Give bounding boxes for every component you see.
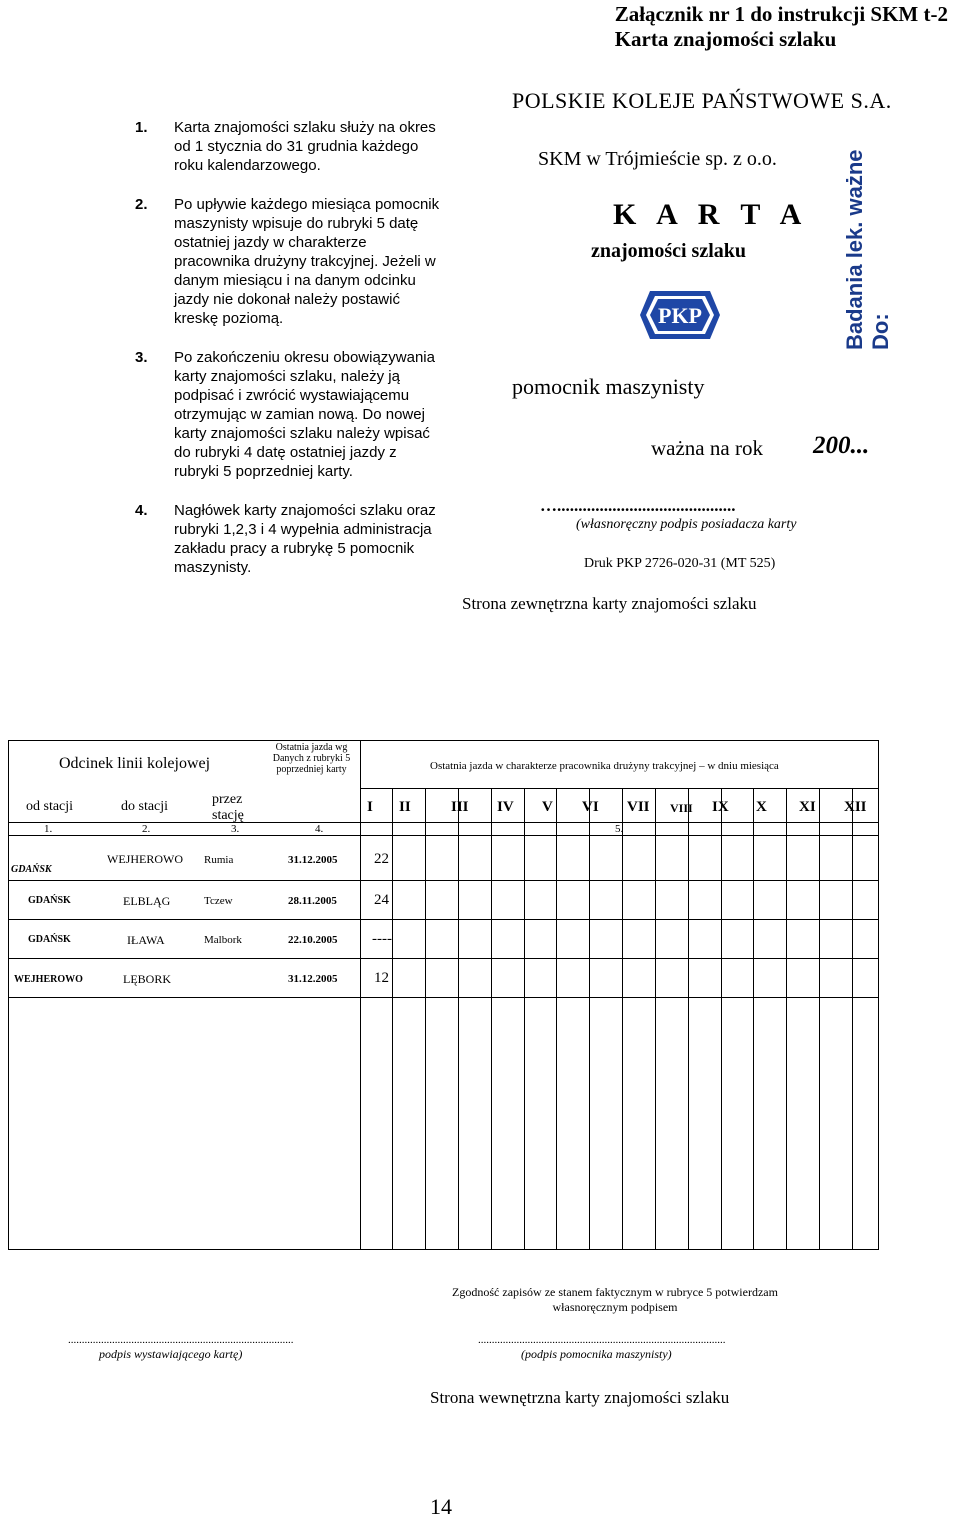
form-number: Druk PKP 2726-020-31 (MT 525) <box>584 556 776 571</box>
month-header: V <box>542 799 553 815</box>
confirmation-text: Zgodność zapisów ze stanem faktycznym w rubryce 5 potwierdzam własnoręcznym podpisem <box>452 1285 778 1314</box>
instruction-text: Karta znajomości szlaku służy na okres od 1 stycznia do 31 grudnia każdego roku kalendarzowego. <box>174 119 436 174</box>
month-header: III <box>451 799 469 815</box>
month-header: X <box>756 799 767 815</box>
row-month-value: 22 <box>374 851 389 867</box>
page-number: 14 <box>430 1494 452 1519</box>
column-number: 5. <box>615 823 624 835</box>
row-to-station: IŁAWA <box>127 933 165 947</box>
column-number: 2. <box>142 823 151 835</box>
attachment-header <box>615 2 948 52</box>
company-name: POLSKIE KOLEJE PAŃSTWOWE S.A. <box>512 88 892 113</box>
row-from-station: GDAŃSK <box>28 934 71 945</box>
row-month-value: 12 <box>374 970 389 986</box>
instruction-number: 2. <box>135 196 148 213</box>
card-title: K A R T A <box>613 198 809 231</box>
valid-year: 200... <box>813 432 870 459</box>
instruction-item <box>135 348 440 481</box>
month-header: XII <box>844 799 867 815</box>
role-label: pomocnik maszynisty <box>512 374 705 399</box>
issuer-signature-caption: podpis wystawiającego kartę) <box>99 1347 243 1361</box>
month-header: XI <box>799 799 816 815</box>
month-header: IV <box>497 799 514 815</box>
medical-exam-note <box>842 149 894 350</box>
month-header: VIII <box>670 801 693 815</box>
header-section: Odcinek linii kolejowej <box>59 755 211 772</box>
row-from-station: GDAŃSK <box>11 864 52 875</box>
header-via-station: przez stację <box>212 792 244 823</box>
row-from-station: WEJHEROWO <box>14 974 83 985</box>
valid-label: ważna na rok <box>651 436 763 460</box>
pkp-logo-text: PKP <box>658 303 702 328</box>
month-header: VII <box>627 799 650 815</box>
row-last-date: 31.12.2005 <box>288 973 338 985</box>
card-subtitle: znajomości szlaku <box>591 240 746 262</box>
row-via-station: Malbork <box>204 934 242 946</box>
row-via-station: Tczew <box>204 895 233 907</box>
subcompany-name: SKM w Trójmieście sp. z o.o. <box>538 148 777 170</box>
instruction-item <box>135 501 440 577</box>
holder-signature-line: ….......................................... <box>540 496 736 515</box>
instruction-number: 4. <box>135 502 148 519</box>
outer-page-caption: Strona zewnętrzna karty znajomości szlaku <box>462 594 757 613</box>
instruction-text: Nagłówek karty znajomości szlaku oraz rubryki 1,2,3 i 4 wypełnia administracja zakładu pracy a rubrykę 5 pomocnik maszynisty. <box>174 502 436 576</box>
header-last-run-month: Ostatnia jazda w charakterze pracownika drużyny trakcyjnej – w dniu miesiąca <box>430 760 779 772</box>
instruction-text: Po upływie każdego miesiąca pomocnik maszynisty wpisuje do rubryki 5 datę ostatniej jazdy w charakterze pracownika drużyny trakcyjnej. Jeżeli w danym miesiącu i na danym odcinku jazdy nie dokonał należy postawić kreskę poziomą. <box>174 196 440 327</box>
holder-signature-caption: (własnoręczny podpis posiadacza karty <box>576 517 797 532</box>
instruction-number: 3. <box>135 349 148 366</box>
month-header: I <box>367 799 373 815</box>
row-from-station: GDAŃSK <box>28 895 71 906</box>
row-to-station: ELBLĄG <box>123 894 171 908</box>
header-from-station: od stacji <box>26 799 74 814</box>
instruction-number: 1. <box>135 119 148 136</box>
route-table <box>8 740 879 1250</box>
row-to-station: LĘBORK <box>123 972 171 986</box>
column-number: 1. <box>44 823 53 835</box>
instruction-item <box>135 195 440 328</box>
row-last-date: 31.12.2005 <box>288 854 338 866</box>
pkp-logo <box>636 287 724 348</box>
attachment-subtitle: Karta znajomości szlaku <box>614 27 837 51</box>
instructions-list <box>135 118 440 597</box>
medical-exam-label: Badania lek. ważne <box>842 149 867 350</box>
row-last-date: 28.11.2005 <box>288 895 337 907</box>
instruction-text: Po zakończeniu okresu obowiązywania karty znajomości szlaku, należy ją podpisać i zwrócić wystawiającemu otrzymując w zamian nową. Do nowej karty znajomości szlaku należy wpisać do rubryki 4 datę ostatniej jazdy z rubryki 5 poprzedniej karty. <box>174 349 435 480</box>
month-header: VI <box>582 799 599 815</box>
assistant-signature-caption: (podpis pomocnika maszynisty) <box>521 1347 672 1361</box>
row-via-station: Rumia <box>204 854 234 866</box>
row-month-value: 24 <box>374 892 389 908</box>
column-number: 3. <box>231 823 240 835</box>
row-last-date: 22.10.2005 <box>288 934 338 946</box>
header-last-run-prev: Ostatnia jazda wg Danych z rubryki 5 poprzedniej karty <box>272 742 351 775</box>
header-to-station: do stacji <box>121 799 169 814</box>
inner-page-caption: Strona wewnętrzna karty znajomości szlaku <box>430 1388 730 1407</box>
assistant-signature-line: .......................................................................................... <box>478 1334 726 1346</box>
month-header: IX <box>712 799 729 815</box>
attachment-title: Załącznik nr 1 do instrukcji SKM t-2 <box>614 2 948 26</box>
medical-exam-date-label: Do: <box>868 313 893 350</box>
month-header: II <box>399 799 411 815</box>
row-to-station: WEJHEROWO <box>107 852 183 866</box>
row-month-value: ---- <box>372 931 392 947</box>
issuer-signature-line: .................................................................................. <box>68 1334 294 1346</box>
instruction-item <box>135 118 440 175</box>
column-number: 4. <box>315 823 324 835</box>
